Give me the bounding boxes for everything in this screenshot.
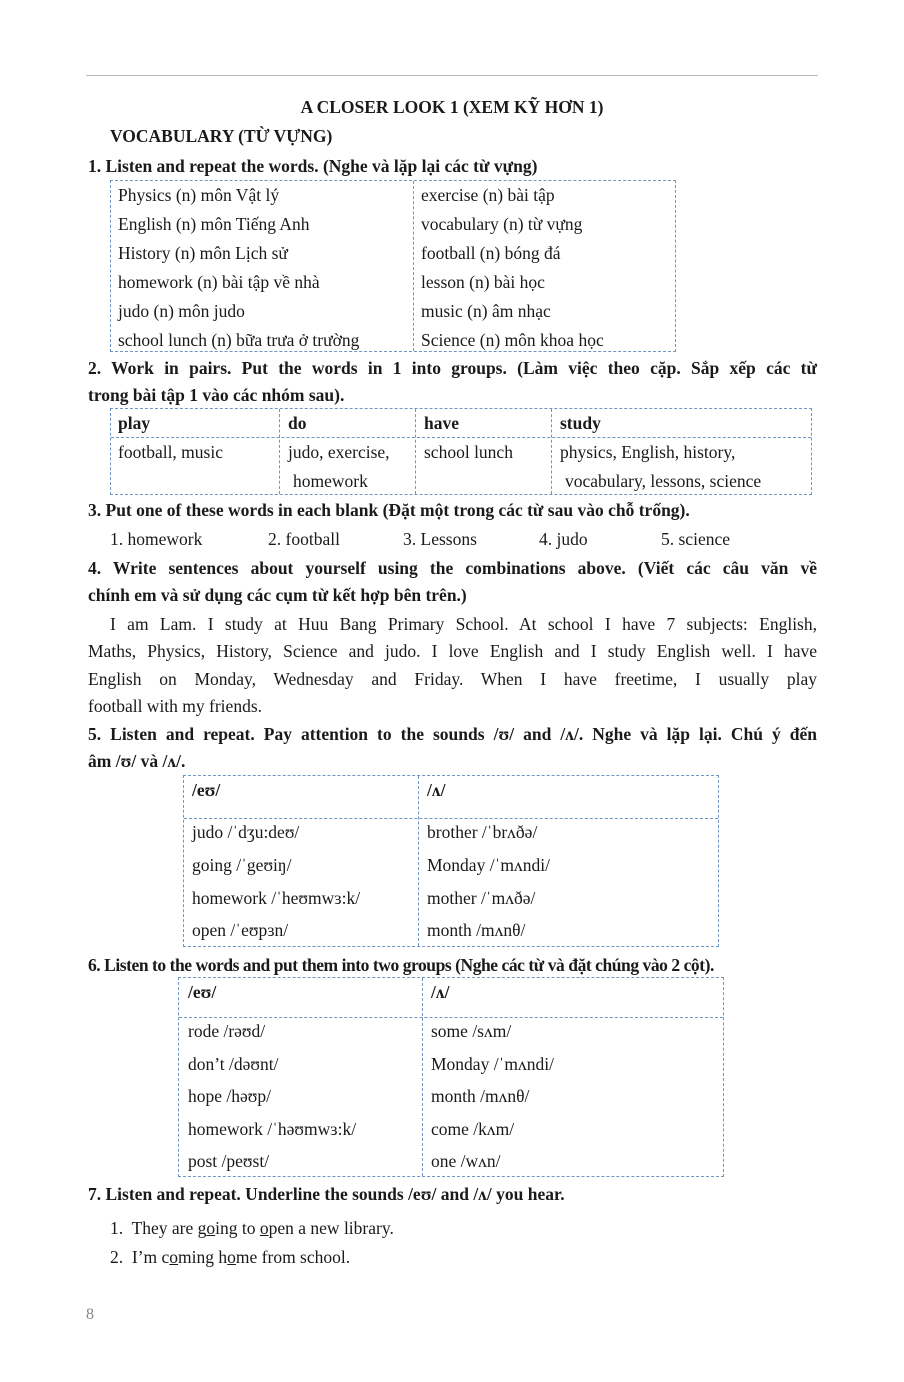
ex6-right-4: one /wʌn/	[431, 1151, 501, 1171]
ex5-right-3: month /mʌnθ/	[427, 920, 526, 940]
ex5-table	[183, 775, 719, 947]
ex7-sentence-2	[110, 1247, 350, 1268]
ex6-left-2: hope /həʊp/	[188, 1086, 271, 1106]
ex5-left-2: homework /ˈheʊmwɜ:k/	[192, 888, 361, 908]
ex6-right-1: Monday /ˈmʌndi/	[431, 1054, 554, 1074]
ex4-para-2: Maths, Physics, History, Science and judo. I love English and I study English well. I have	[88, 641, 817, 661]
ex4-para-4: football with my friends.	[88, 696, 263, 716]
ex1-right-3: lesson (n) bài học	[421, 272, 545, 292]
ex5-right-2: mother /ˈmʌðə/	[427, 888, 536, 908]
ex3-answer-1: 1. homework	[110, 529, 203, 549]
ex5-left-0: judo /ˈdʒu:deʊ/	[192, 822, 300, 842]
ex4-instruction-1: 4. Write sentences about yourself using the combinations above. (Viết các câu văn về	[88, 558, 817, 578]
ex7-s1-underlined-1: o	[206, 1218, 216, 1238]
ex3-instruction: 3. Put one of these words in each blank (Đặt một trong các từ sau vào chỗ trống).	[88, 500, 690, 520]
ex1-right-5: Science (n) môn khoa học	[421, 330, 604, 350]
ex2-instruction-1: 2. Work in pairs. Put the words in 1 into groups. (Làm việc theo cặp. Sắp xếp các từ	[88, 358, 817, 378]
page-title: A CLOSER LOOK 1 (XEM KỸ HƠN 1)	[300, 97, 604, 117]
ex2-instruction-2: trong bài tập 1 vào các nhóm sau).	[88, 385, 345, 405]
ex4-instruction-2: chính em và sử dụng các cụm từ kết hợp bên trên.)	[88, 585, 467, 605]
ex6-left-1: don’t /dəʊnt/	[188, 1054, 279, 1074]
ex1-left-4: judo (n) môn judo	[118, 301, 245, 321]
ex6-instruction: 6. Listen to the words and put them into two groups (Nghe các từ và đặt chúng vào 2 cột).	[88, 955, 714, 975]
ex7-s1-part-a: They are g	[131, 1218, 207, 1238]
ex1-left-1: English (n) môn Tiếng Anh	[118, 214, 310, 234]
ex3-answer-3: 3. Lessons	[403, 529, 477, 549]
ex3-answer-5: 5. science	[661, 529, 730, 549]
ex1-left-5: school lunch (n) bữa trưa ở trường	[118, 330, 360, 350]
ex6-right-3: come /kʌm/	[431, 1119, 515, 1139]
ex1-instruction: 1. Listen and repeat the words. (Nghe và lặp lại các từ vựng)	[88, 156, 538, 176]
page-number: 8	[86, 1306, 94, 1323]
ex5-instruction-2: âm /ʊ/ và /ʌ/.	[88, 751, 186, 771]
ex2-header-have: have	[424, 413, 459, 433]
ex6-header-eu: /eʊ/	[188, 982, 217, 1002]
ex5-left-3: open /ˈeʊpɜn/	[192, 920, 289, 940]
ex7-s2-underlined-1: o	[169, 1247, 179, 1267]
ex6-table	[178, 977, 724, 1177]
ex6-left-0: rode /rəʊd/	[188, 1021, 266, 1041]
vocab-heading: VOCABULARY (TỪ VỰNG)	[110, 126, 333, 146]
ex2-cell-have: school lunch	[424, 442, 513, 462]
ex1-right-0: exercise (n) bài tập	[421, 185, 555, 205]
ex5-header-eu: /eʊ/	[192, 780, 221, 800]
ex6-header-uh: /ʌ/	[431, 982, 450, 1002]
ex2-table	[110, 408, 812, 495]
ex7-s2-underlined-2: o	[227, 1247, 236, 1267]
ex4-para-3: English on Monday, Wednesday and Friday. When I have freetime, I usually play	[88, 669, 817, 689]
ex2-cell-study-2: vocabulary, lessons, science	[565, 471, 762, 491]
ex5-left-1: going /ˈgeʊiŋ/	[192, 855, 292, 875]
ex4-para-1: I am Lam. I study at Huu Bang Primary School. At school I have 7 subjects: English,	[110, 614, 817, 634]
ex5-right-1: Monday /ˈmʌndi/	[427, 855, 550, 875]
ex5-right-0: brother /ˈbrʌðə/	[427, 822, 538, 842]
ex7-s2-part-a: I’m c	[131, 1247, 170, 1267]
ex2-header-do: do	[288, 413, 307, 433]
ex2-cell-do-2: homework	[293, 471, 368, 491]
ex1-right-1: vocabulary (n) từ vựng	[421, 214, 583, 234]
ex1-right-2: football (n) bóng đá	[421, 243, 561, 263]
ex2-header-study: study	[560, 413, 601, 433]
ex7-s1-part-c: ing to	[215, 1218, 260, 1238]
ex6-left-4: post /peʊst/	[188, 1151, 270, 1171]
ex7-s1-number: 1.	[110, 1218, 124, 1238]
ex3-answer-2: 2. football	[268, 529, 340, 549]
ex1-left-0: Physics (n) môn Vật lý	[118, 185, 280, 205]
ex5-instruction-1: 5. Listen and repeat. Pay attention to the sounds /ʊ/ and /ʌ/. Nghe và lặp lại. Chú ý đến	[88, 724, 817, 744]
ex6-right-0: some /sʌm/	[431, 1021, 512, 1041]
ex7-s2-part-c: ming h	[178, 1247, 228, 1267]
ex2-cell-do-1: judo, exercise,	[288, 442, 390, 462]
ex7-instruction: 7. Listen and repeat. Underline the sounds /eʊ/ and /ʌ/ you hear.	[88, 1184, 565, 1204]
ex1-left-2: History (n) môn Lịch sử	[118, 243, 288, 263]
ex7-s2-number: 2.	[110, 1247, 124, 1267]
header-rule	[86, 75, 818, 76]
ex1-left-3: homework (n) bài tập về nhà	[118, 272, 320, 292]
ex3-answer-4: 4. judo	[539, 529, 588, 549]
ex7-s1-underlined-2: o	[259, 1218, 269, 1238]
ex1-right-4: music (n) âm nhạc	[421, 301, 551, 321]
ex7-s2-part-e: me from school.	[235, 1247, 351, 1267]
ex6-left-3: homework /ˈhəʊmwɜ:k/	[188, 1119, 357, 1139]
ex6-right-2: month /mʌnθ/	[431, 1086, 530, 1106]
ex7-sentence-1	[110, 1218, 394, 1239]
ex2-cell-study-1: physics, English, history,	[560, 442, 736, 462]
ex2-header-play: play	[118, 413, 151, 433]
ex5-header-uh: /ʌ/	[427, 780, 446, 800]
ex1-table	[110, 180, 676, 352]
ex7-s1-part-e: pen a new library.	[268, 1218, 394, 1238]
ex2-cell-play: football, music	[118, 442, 223, 462]
